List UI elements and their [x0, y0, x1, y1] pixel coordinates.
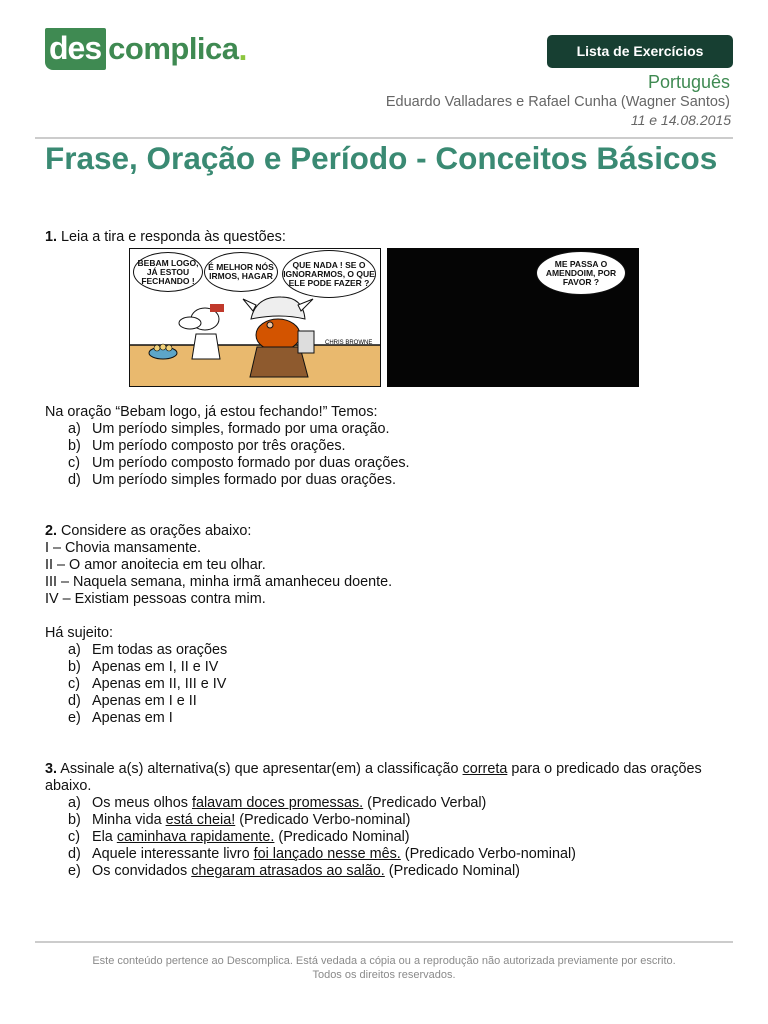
underlined-predicate: chegaram atrasados ao salão.: [191, 863, 385, 879]
sentence: I – Chovia mansamente.: [45, 540, 201, 556]
comic-panel-1: [129, 248, 381, 387]
speech-bubble: É MELHOR NÓS IRMOS, HAGAR: [204, 252, 278, 292]
question-2-statement: Há sujeito:: [45, 625, 113, 641]
question-1-statement: Na oração “Bebam logo, já estou fechando!” Temos:: [45, 404, 378, 420]
question-2-options: [45, 642, 735, 727]
option: c) Ela caminhava rapidamente. (Predicado Nominal): [68, 829, 410, 845]
option: b) Um período composto por três orações.: [68, 438, 346, 454]
subject-label: Português: [647, 72, 730, 92]
question-number: 3.: [45, 761, 58, 777]
option: e) Apenas em I: [68, 710, 173, 726]
question-text: Leia a tira e responda às questões:: [61, 229, 286, 245]
sentence: IV – Existiam pessoas contra mim.: [45, 591, 266, 607]
underlined-predicate: caminhava rapidamente.: [116, 829, 275, 845]
option: c) Apenas em II, III e IV: [68, 676, 227, 692]
underlined-word: correta: [462, 761, 508, 777]
option: c) Um período composto formado por duas orações.: [68, 455, 410, 471]
option: a) Um período simples, formado por uma oração.: [68, 421, 390, 437]
date-label: 11 e 14.08.2015: [630, 112, 731, 128]
sentence: II – O amor anoitecia em teu olhar.: [45, 557, 266, 573]
speech-bubble: BEBAM LOGO, JÁ ESTOU FECHANDO !: [133, 252, 203, 292]
footer-rights: Todos os direitos reservados.: [312, 969, 456, 981]
option: d) Aquele interessante livro foi lançado nesse mês. (Predicado Verbo-nominal): [68, 846, 576, 862]
header-divider: [35, 137, 733, 139]
option: b) Minha vida está cheia! (Predicado Verbo-nominal): [68, 812, 411, 828]
page-title: Frase, Oração e Período - Conceitos Básicos: [45, 140, 718, 176]
speech-bubble: QUE NADA ! SE O IGNORARMOS, O QUE ELE PODE FAZER ?: [282, 250, 376, 298]
option: b) Apenas em I, II e IV: [68, 659, 219, 675]
underlined-predicate: falavam doces promessas.: [191, 795, 364, 811]
option: d) Um período simples formado por duas orações.: [68, 472, 396, 488]
question-text: Considere as orações abaixo:: [61, 523, 252, 539]
question-number: 2.: [45, 523, 58, 539]
option: d) Apenas em I e II: [68, 693, 197, 709]
question-3-prompt: 3. Assinale a(s) alternativa(s) que apresentar(em) a classificação correta para o predicado das orações abaixo.: [45, 761, 702, 794]
question-1-prompt: [45, 229, 735, 246]
logo-mark: des: [45, 28, 106, 70]
underlined-predicate: está cheia!: [165, 812, 236, 828]
sentence: III – Naquela semana, minha irmã amanheceu doente.: [45, 574, 393, 590]
option: a) Em todas as orações: [68, 642, 228, 658]
underlined-predicate: foi lançado nesse mês.: [253, 846, 401, 862]
question-2-prompt: [45, 523, 735, 540]
exercise-list-badge: Lista de Exercícios: [547, 35, 733, 68]
option: e) Os convidados chegaram atrasados ao salão. (Predicado Nominal): [68, 863, 520, 879]
authors-label: Eduardo Valladares e Rafael Cunha (Wagner Santos): [385, 94, 730, 110]
descomplica-logo: [45, 25, 247, 73]
comic-panel-2: [387, 248, 639, 387]
exercise-content: [45, 229, 735, 880]
signature: CHRIS BROWNE: [325, 340, 373, 346]
question-3-options: [45, 795, 735, 880]
logo-dot: .: [238, 30, 248, 67]
speech-bubble: ME PASSA O AMENDOIM, POR FAVOR ?: [536, 251, 626, 295]
option: a) Os meus olhos falavam doces promessas. (Predicado Verbal): [68, 795, 487, 811]
question-1-options: [45, 421, 735, 489]
footer-divider: [35, 941, 733, 943]
comic-strip: [129, 248, 735, 387]
logo-text: complica: [108, 31, 239, 66]
footer-copyright: Este conteúdo pertence ao Descomplica. Está vedada a cópia ou a reprodução não autorizada previamente por escrito.: [92, 955, 676, 967]
question-number: 1.: [45, 229, 58, 245]
